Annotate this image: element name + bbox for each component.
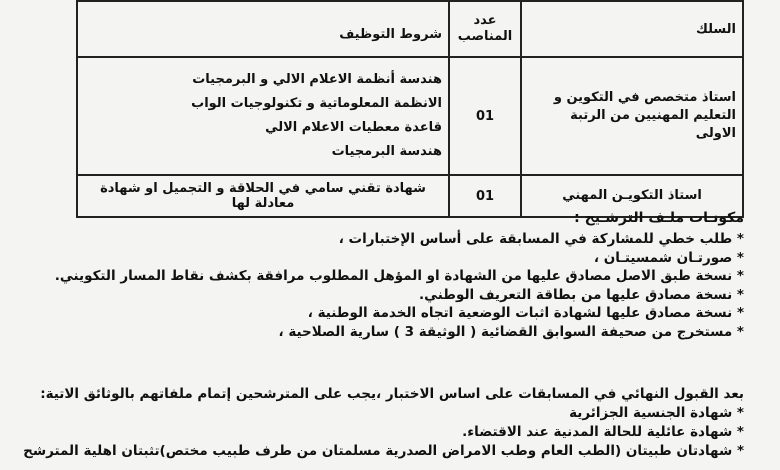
final-section-title: بعد القبول النهائي في المسابقات على اساس الاختبار ،يجب على المترشحين إتمام ملفاتهم بالوثائق الاتية: xyxy=(40,386,744,402)
row-conditions: شهادة تقني سامي في الحلاقة و التجميل او شهادة معادلة لها xyxy=(77,175,449,217)
row-corps: استاذ التكويـن المهني xyxy=(521,175,743,217)
list-item: * شهادة عائلية للحالة المدنية عند الاقتضاء. xyxy=(462,424,744,440)
condition-line: الانظمة المعلوماتية و تكنولوجيات الواب xyxy=(191,96,442,111)
list-item: * شهادة الجنسية الجزائرية xyxy=(569,405,744,421)
final-items-list xyxy=(24,404,744,461)
list-item: * صورتـان شمسيتـان ، xyxy=(593,249,744,266)
condition-line: هندسة البرمجيات xyxy=(331,144,442,159)
header-corps: السلك xyxy=(521,1,743,57)
row-conditions xyxy=(77,57,449,175)
list-item: * نسخة مصادق عليها لشهادة اثبات الوضعية اتجاه الخدمة الوطنية ، xyxy=(307,305,744,321)
row-count: 01 xyxy=(449,175,521,217)
header-count: عدد المناصب xyxy=(449,1,521,57)
row-corps: استاذ متخصص في التكوين و التعليم المهنيين من الرتبة الاولى xyxy=(521,57,743,175)
table-row xyxy=(77,57,743,175)
condition-line: هندسة أنظمة الاعلام الالي و البرمجيات xyxy=(192,72,442,87)
table-header-row xyxy=(77,1,743,57)
file-section-title: مكونـات ملـف الترشـيح : xyxy=(574,210,744,226)
condition-line: قاعدة معطيات الاعلام الالي xyxy=(265,120,442,135)
list-item: * نسخة مصادق عليها من بطاقة التعريف الوطني. xyxy=(418,286,744,303)
file-items-list xyxy=(24,230,744,341)
positions-table xyxy=(76,0,744,218)
list-item: * مستخرج من صحيفة السوابق القضائية ( الوثيقة 3 ) سارية الصلاحية ، xyxy=(278,323,744,340)
list-item: * شهادتان طبيتان (الطب العام وطب الامراض الصدرية مسلمتان من طرف طبيب مختص)تثبتان اهلية المترشح xyxy=(23,443,744,459)
header-conditions: شروط التوظيف xyxy=(77,1,449,57)
row-count: 01 xyxy=(449,57,521,175)
list-item: * طلب خطي للمشاركة في المسابقة على أساس الإختبارات ، xyxy=(338,231,744,247)
list-item: * نسخة طبق الاصل مصادق عليها من الشهادة او المؤهل المطلوب مرافقة بكشف نقاط المسار التكويني. xyxy=(54,268,744,284)
